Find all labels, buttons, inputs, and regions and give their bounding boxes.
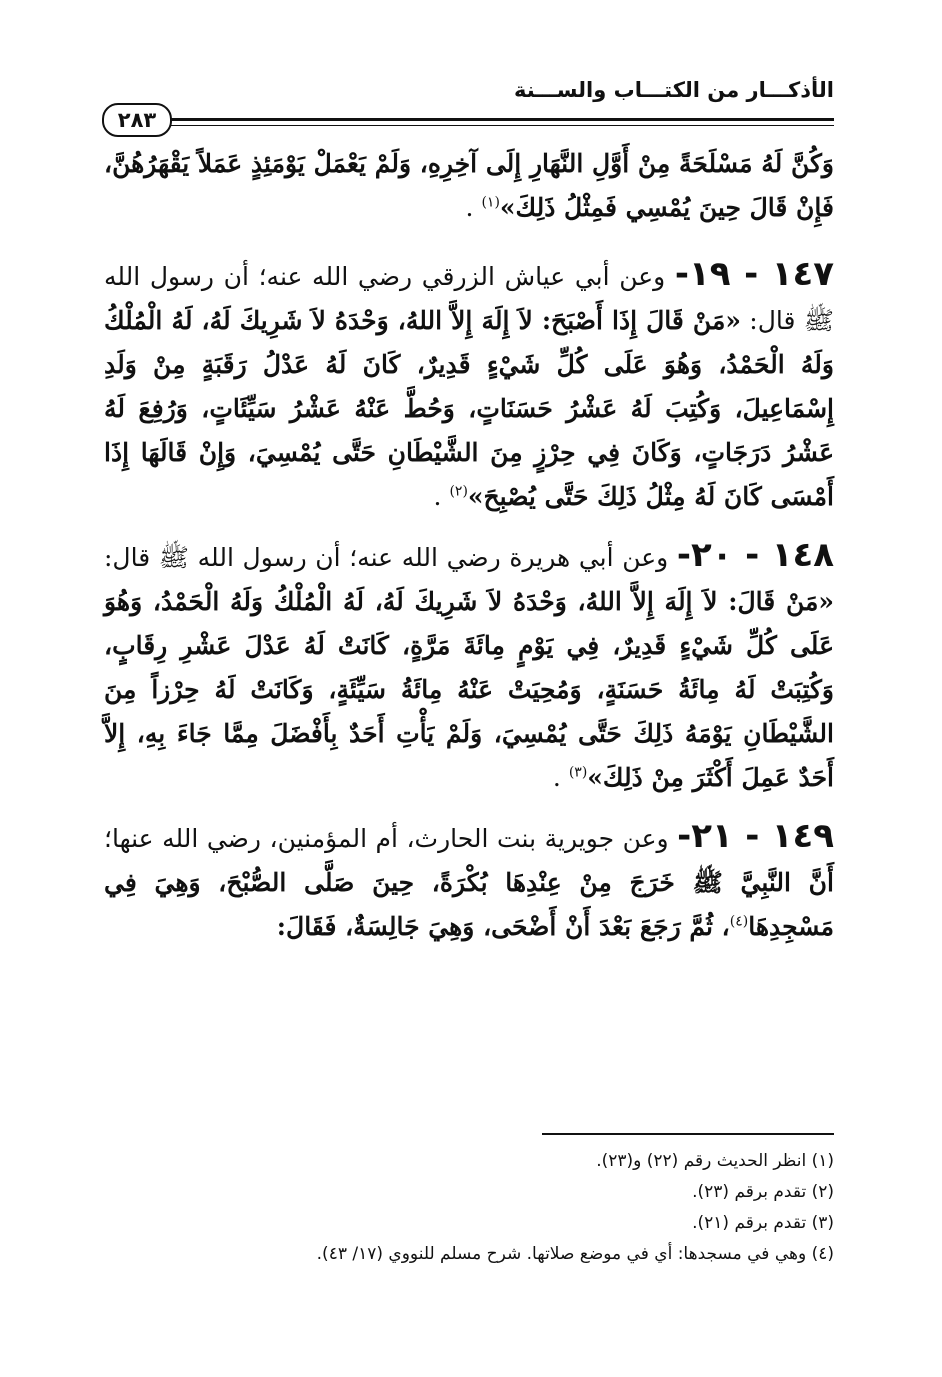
sentence-end: . [465, 193, 482, 222]
hadith-intro: وعن أبي هريرة رضي الله عنه؛ أن رسول الله ﷺ قال: [104, 543, 677, 572]
main-text [104, 142, 834, 963]
footnote-ref: (٤) [729, 913, 749, 930]
hadith-text-continued: ، ثُمَّ رَجَعَ بَعْدَ أَنْ أَضْحَى، وَهِيَ جَالِسَةٌ، فَقَالَ: [276, 912, 730, 941]
hadith-paragraph-148 [104, 533, 834, 800]
footnote-separator [542, 1133, 834, 1135]
sentence-end: . [552, 763, 569, 792]
hadith-text: «مَنْ قَالَ إِذَا أَصْبَحَ: لاَ إِلَهَ إِلاَّ اللهُ، وَحْدَهُ لاَ شَرِيكَ لَهُ، لَهُ الْمُلْكُ وَلَهُ الْحَمْدُ، وَهُوَ عَلَى كُلِّ شَيْءٍ قَدِيرٌ، كَانَ لَهُ عَدْلُ رَقَبَةٍ مِنْ وَلَدِ إِسْمَاعِيلَ، وَكُتِبَ لَهُ عَشْرُ حَسَنَاتٍ، وَحُطَّ عَنْهُ عَشْرُ سَيِّئَاتٍ، وَرُفِعَ لَهُ عَشْرُ دَرَجَاتٍ، وَكَانَ فِي حِرْزٍ مِنَ الشَّيْطَانِ حَتَّى يُمْسِيَ، وَإِنْ قَالَهَا إِذَا أَمْسَى كَانَ لَهُ مِثْلُ ذَلِكَ حَتَّى يُصْبِحَ» [104, 306, 834, 511]
footnote-ref: (١) [481, 194, 500, 211]
hadith-text: «مَنْ قَالَ: لاَ إِلَهَ إِلاَّ اللهُ، وَحْدَهُ لاَ شَرِيكَ لَهُ، لَهُ الْمُلْكُ وَلَهُ الْحَمْدُ، وَهُوَ عَلَى كُلِّ شَيْءٍ قَدِيرٌ، فِي يَوْمٍ مِائَةَ مَرَّةٍ، كَانَتْ لَهُ عَدْلَ عَشْرِ رِقَابٍ، وَكُتِبَتْ لَهُ مِائَةُ حَسَنَةٍ، وَمُحِيَتْ عَنْهُ مِائَةُ سَيِّئَةٍ، وَكَانَتْ لَهُ حِرْزاً مِنَ الشَّيْطَانِ يَوْمَهُ ذَلِكَ حَتَّى يُمْسِيَ، وَلَمْ يَأْتِ أَحَدٌ بِأَفْضَلَ مِمَّا جَاءَ بِهِ، إِلاَّ أَحَدٌ عَمِلَ أَكْثَرَ مِنْ ذَلِكَ» [104, 587, 834, 792]
hadith-number: ١٤٧ - ١٩- [674, 254, 834, 294]
hadith-text: أَنَّ النَّبِيَّ ﷺ خَرَجَ مِنْ عِنْدِهَا بُكْرَةً، حِينَ صَلَّى الصُّبْحَ، وَهِيَ فِي مَسْجِدِهَا [104, 868, 834, 941]
hadith-number: ١٤٩ - ٢١- [677, 816, 834, 856]
footnote-3: (٣) تقدم برقم (٢١). [692, 1213, 834, 1233]
hadith-paragraph-147 [104, 252, 834, 519]
footnotes [104, 1146, 834, 1270]
hadith-text: وَكُنَّ لَهُ مَسْلَحَةً مِنْ أَوَّلِ النَّهَارِ إِلَى آخِرِهِ، وَلَمْ يَعْمَلْ يَوْمَئِذٍ عَمَلاً يَقْهَرُهُنَّ، فَإِنْ قَالَ حِينَ يُمْسِي فَمِثْلُ ذَلِكَ» [104, 149, 834, 222]
footnote-ref: (٢) [449, 483, 468, 500]
footnote-4: (٤) وهي في مسجدها: أي في موضع صلاتها. شرح مسلم للنووي (١٧/ ٤٣). [316, 1244, 834, 1264]
footnote-2: (٢) تقدم برقم (٢٣). [692, 1182, 834, 1202]
hadith-intro: وعن أبي عياش الزرقي رضي الله عنه؛ أن رسول الله ﷺ قال: [104, 262, 834, 335]
page-number-badge: ٢٨٣ [102, 103, 172, 137]
sentence-end: . [433, 482, 450, 511]
hadith-number: ١٤٨ - ٢٠- [676, 535, 834, 575]
hadith-paragraph-149 [104, 814, 834, 949]
hadith-intro: وعن جويرية بنت الحارث، أم المؤمنين، رضي الله عنها؛ [104, 824, 678, 853]
header-rule [104, 118, 834, 121]
paragraph-continuation [104, 142, 834, 230]
footnote-ref: (٣) [568, 764, 588, 781]
running-header-title: الأذكـــار من الكتـــاب والســـنة [513, 78, 834, 102]
footnote-1: (١) انظر الحديث رقم (٢٢) و(٢٣). [596, 1151, 834, 1171]
header-rule-thin [104, 125, 834, 126]
